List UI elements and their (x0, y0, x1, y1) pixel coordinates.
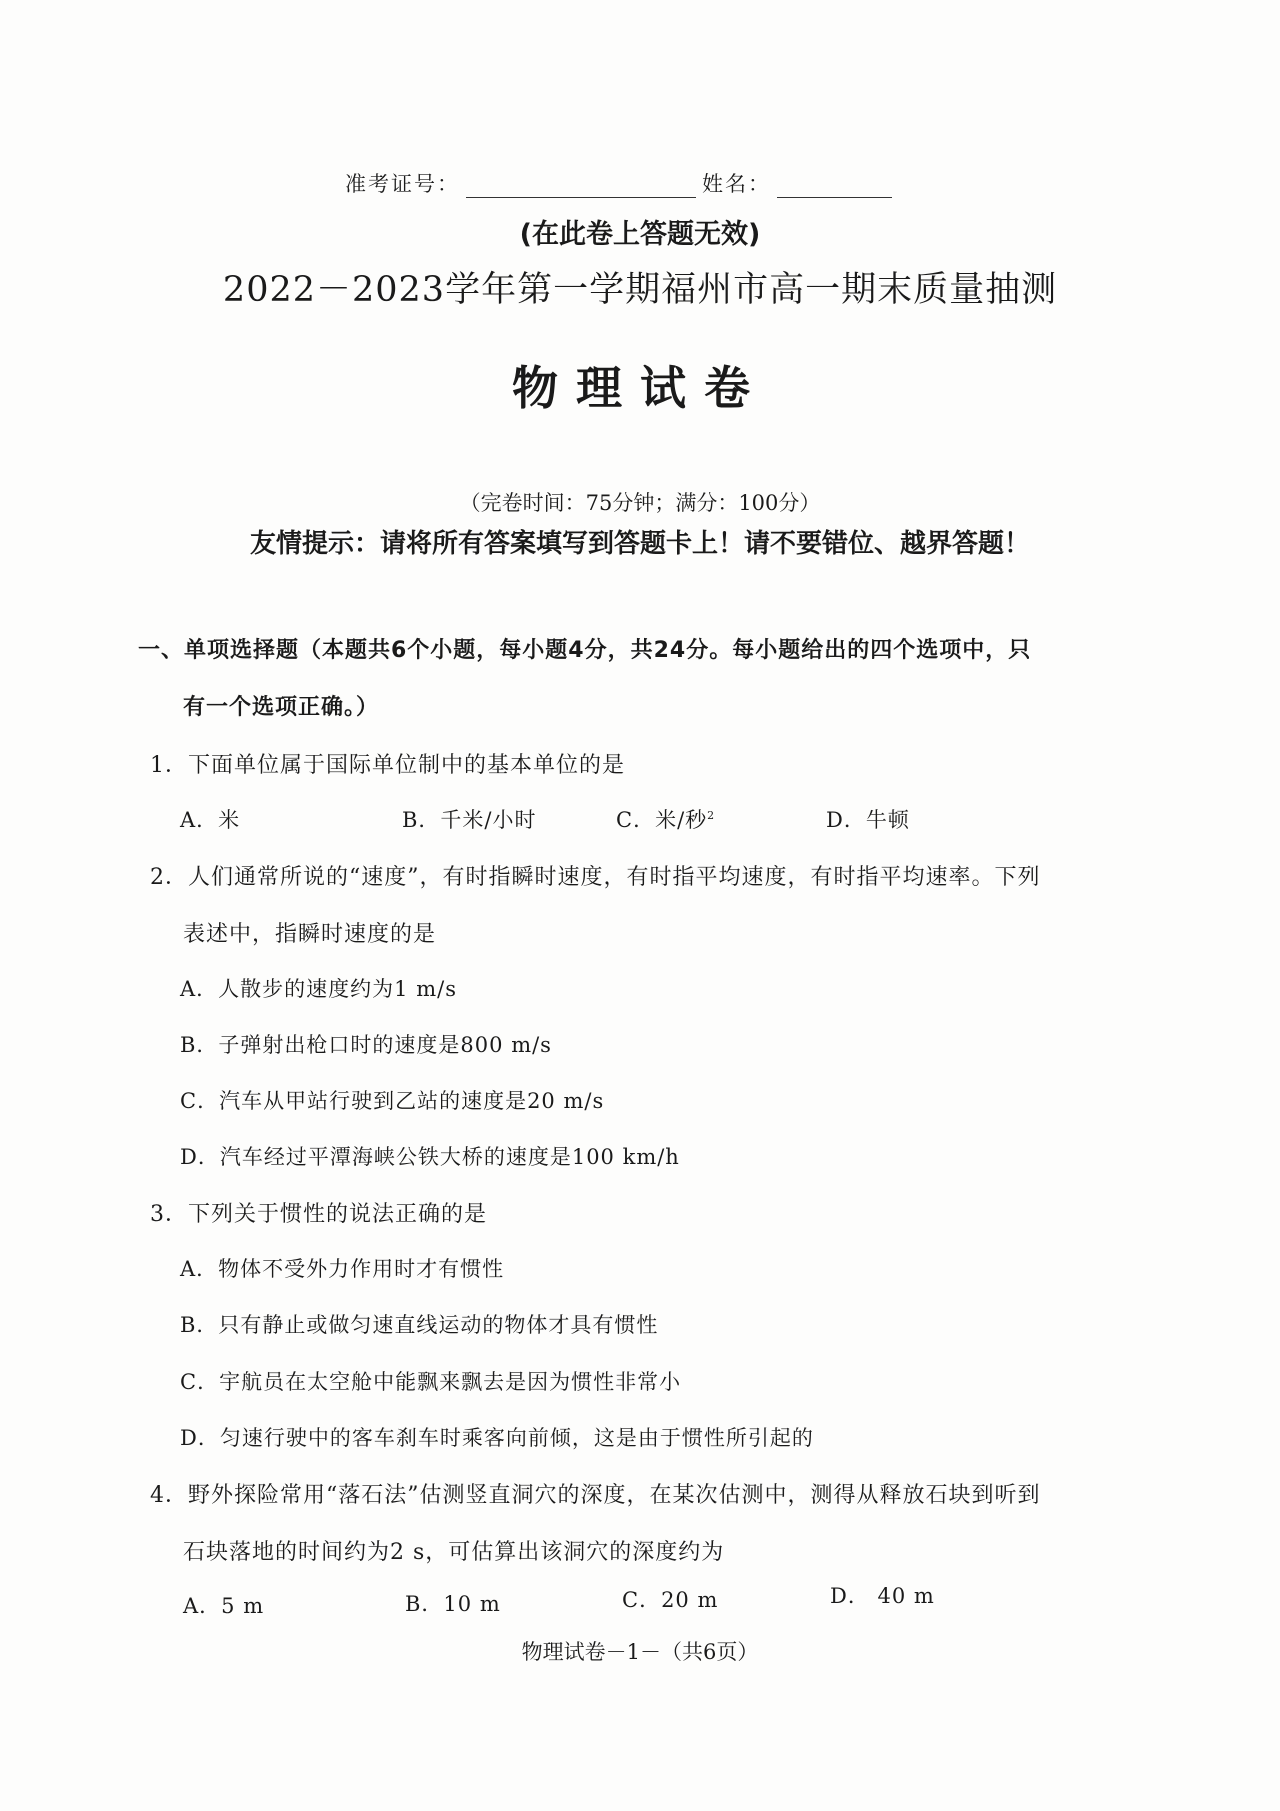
name-blank (777, 175, 892, 198)
invalid-note: (在此卷上答题无效) (519, 219, 761, 250)
time-info: （完卷时间：75分钟；满分：100分） (459, 491, 821, 515)
question-1-option-d: D．牛顿 (826, 808, 910, 832)
question-4-option-b: B．10 m (405, 1592, 501, 1616)
exam-id-blank (466, 175, 696, 198)
candidate-info-line (345, 168, 892, 198)
name-label: 姓名： (702, 172, 771, 196)
section-title-line1: 一、单项选择题（本题共6个小题，每小题4分，共24分。每小题给出的四个选项中，只 (138, 638, 1032, 663)
question-1-option-b: B．千米/小时 (402, 808, 537, 832)
question-1-stem: 1．下面单位属于国际单位制中的基本单位的是 (150, 753, 625, 778)
exam-id-label: 准考证号： (345, 172, 460, 196)
question-2-stem-line2: 表述中，指瞬时速度的是 (183, 922, 437, 947)
friendly-tip: 友情提示：请将所有答案填写到答题卡上！请不要错位、越界答题！ (249, 529, 1030, 559)
question-1-option-c: C．米/秒$^2$ (616, 808, 716, 832)
exam-title: 2022－2023学年第一学期福州市高一期末质量抽测 (222, 270, 1058, 310)
question-2-option-a: A．人散步的速度约为1 m/s (180, 977, 457, 1001)
question-3-option-d: D．匀速行驶中的客车刹车时乘客向前倾，这是由于惯性所引起的 (180, 1426, 814, 1450)
question-4-option-a: A．5 m (183, 1594, 265, 1618)
question-2-option-c: C．汽车从甲站行驶到乙站的速度是20 m/s (180, 1089, 605, 1113)
question-4-stem-line1: 4．野外探险常用“落石法”估测竖直洞穴的深度，在某次估测中，测得从释放石块到听到 (150, 1483, 1041, 1508)
question-3-stem: 3．下列关于惯性的说法正确的是 (150, 1202, 487, 1227)
question-2-option-b: B．子弹射出枪口时的速度是800 m/s (180, 1033, 552, 1057)
question-4-option-d: D． 40 m (830, 1584, 935, 1608)
section-title-line2: 有一个选项正确。） (183, 695, 380, 720)
question-1-option-a: A．米 (180, 808, 241, 832)
question-2-option-d: D．汽车经过平潭海峡公铁大桥的速度是100 km/h (180, 1145, 680, 1169)
subject-title: 物理试卷 (512, 361, 768, 415)
question-4-stem-line2: 石块落地的时间约为2 s，可估算出该洞穴的深度约为 (183, 1540, 725, 1565)
question-3-option-a: A．物体不受外力作用时才有惯性 (180, 1257, 505, 1281)
page-footer: 物理试卷－1－（共6页） (521, 1640, 759, 1664)
question-2-stem-line1: 2．人们通常所说的“速度”，有时指瞬时速度，有时指平均速度，有时指平均速率。下列 (150, 865, 1041, 890)
question-3-option-c: C．宇航员在太空舱中能飘来飘去是因为惯性非常小 (180, 1370, 682, 1394)
superscript: 2 (707, 809, 716, 822)
question-4-option-c: C．20 m (622, 1588, 719, 1612)
question-3-option-b: B．只有静止或做匀速直线运动的物体才具有惯性 (180, 1313, 659, 1337)
